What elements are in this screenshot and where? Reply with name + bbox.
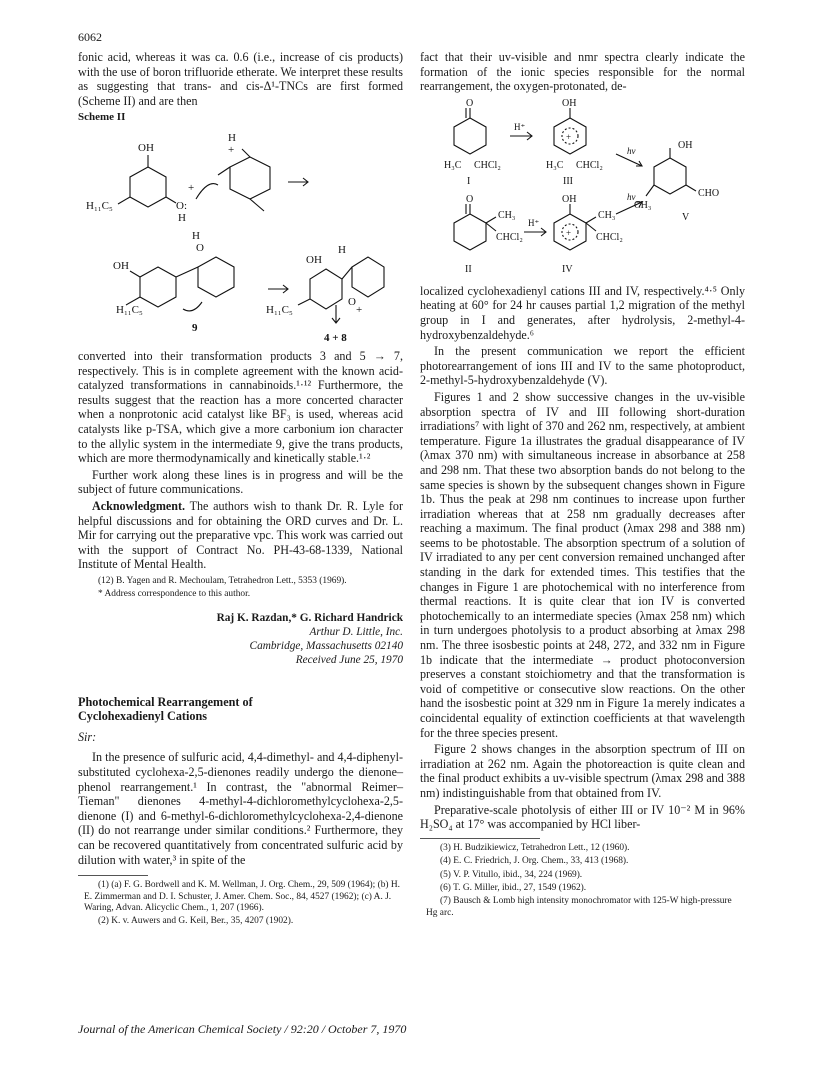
scheme-o-1: O	[466, 97, 474, 109]
product-ring	[310, 269, 342, 309]
acknowledgment	[78, 499, 403, 572]
author-block	[78, 611, 403, 667]
scheme-number-9: 9	[192, 321, 198, 334]
scheme-oh-1: OH	[562, 97, 577, 109]
affiliation-2: Cambridge, Massachusetts 02140	[249, 639, 403, 652]
received-date: Received June 25, 1970	[295, 653, 403, 666]
reference-5: (5) V. P. Vitullo, ibid., 34, 224 (1969).	[440, 869, 583, 880]
reference-3: (3) H. Budzikiewicz, Tetrahedron Lett., 12 (1960).	[440, 842, 630, 853]
scheme-h11c5-c: H₁₁C₅	[266, 303, 293, 316]
reference-6: (6) T. G. Miller, ibid., 27, 1549 (1962).	[440, 882, 587, 893]
scheme-ii-diagram	[78, 127, 403, 349]
scheme-chcl2-3: CHCl₂	[496, 231, 523, 243]
label-iv: IV	[562, 263, 573, 275]
scheme-photo-svg	[420, 96, 745, 284]
scheme-plus-a: +	[566, 131, 572, 142]
scheme-oh-2: OH	[113, 259, 129, 272]
scheme-h11c5: H₁₁C₅	[86, 199, 113, 212]
right-paragraph-4: Figures 1 and 2 show successive changes in the uv-visible absorption spectra of IV and III following short-duration irradiations⁷ with light of 370 and 262 nm, respectively, at ambient temperature. Figure 1a illustrates the gradual disappearance of IV (λmax 370 nm) with simultaneous increase in absorbance at 258 and 298 nm. That these two absorption bands do not belong to the same species is shown by the subsequent changes shown in Figure 1b. Thus the peak at 298 nm continues to increase upon further irradiation whereas that at 258 nm gradually decreases after reaching a maximum. The final product (λmax 298 and 388 nm) seems to be photostable. The absorption spectrum of a solution of IV irradiated to any per cent conversion remained unchanged after standing in the dark for extended times. This testifies that the changes in Figure 1 are photochemical with no interference from thermal reactions. It is quite clear that ion IV is converted photochemically to an intermediate species (λmax 258 nm) which in turn undergoes photolysis to a product absorbing at λmax 298 nm. The three isosbestic points at 248, 272, and 332 nm in Figure 1b indicate that the intermediate → product photoconversion preserves a constant stoichiometry and that the transformation is void of competitive or consecutive slow reactions. On the other hand the isosbestic point at 329 nm in Figure 1a merely indicates a coincidental equality of extinction coefficients at that wavelength for the three species present.	[420, 389, 745, 740]
right-column	[420, 50, 745, 921]
scheme-chcl2-2: CHCl₂	[576, 159, 603, 171]
terpene-ring	[230, 157, 270, 199]
scheme-hv-1: hν	[627, 145, 636, 156]
author-names: Raj K. Razdan,* G. Richard Handrick	[216, 611, 403, 624]
left-paragraph-3: Further work along these lines is in progress and will be the subject of future communications.	[78, 467, 403, 497]
scheme-plus-2: +	[188, 181, 195, 194]
page-number: 6062	[78, 30, 102, 44]
scheme-h-4: H	[338, 243, 346, 256]
label-i: I	[467, 175, 471, 187]
left-paragraph-1: fonic acid, whereas it was ca. 0.6 (i.e., increase of cis products) with the use of boron trifluoride etherate. We interpret these results as suggesting that trans- and cis-Δ¹-TNCs are first formed (Scheme II) and are then	[78, 50, 403, 108]
olivetol-ring	[130, 167, 166, 207]
reference-4: (4) E. C. Friedrich, J. Org. Chem., 33, 413 (1968).	[440, 856, 629, 867]
right-paragraph-5: Figure 2 shows changes in the absorption spectrum of III on irradiation at 262 nm. Again the photoreaction is quite clean and the final product exhibits a uv-visible spectrum (λmax 298 and 388 nm) indistinguishable from that obtained from IV.	[420, 742, 745, 800]
right-paragraph-3: In the present communication we report the efficient photorearrangement of ions III and IV to the same photoproduct, 2-methyl-5-hydroxybenzaldehyde (V).	[420, 344, 745, 388]
scheme-chcl2-4: CHCl₂	[596, 231, 623, 243]
scheme-hv-2: hν	[627, 191, 636, 202]
scheme-plus-3: +	[356, 303, 363, 316]
reference-2: (2) K. v. Auwers and G. Keil, Ber., 35, 4207 (1902).	[98, 916, 294, 927]
intermediate-9-ring	[140, 267, 176, 307]
right-paragraph-6: Preparative-scale photolysis of either III or IV 10⁻² M in 96% H₂SO₄ at 17° was accompanied by HCl liber-	[420, 802, 745, 832]
scheme-h-plus: H	[228, 131, 236, 144]
reference-7: (7) Bausch & Lomb high intensity monochromator with 125-W high-pressure Hg arc.	[426, 896, 732, 918]
scheme-o-2: O	[466, 193, 474, 205]
left-references-1	[78, 576, 403, 601]
reference-1: (1) (a) F. G. Bordwell and K. M. Wellman, J. Org. Chem., 29, 509 (1964); (b) H. E. Zimmerman and D. I. Schuster, J. Amer. Chem. Soc., 84, 4527 (1962); (c) A. J. Waring, Advan. Alicyclic Chem., 1, 207 (1966).	[84, 880, 401, 914]
scheme-h3c-2: H₃C	[546, 159, 564, 171]
reference-star: * Address correspondence to this author.	[98, 589, 251, 600]
label-v: V	[682, 211, 690, 223]
article-title-line-2: Cyclohexadienyl Cations	[78, 709, 207, 724]
label-ii: II	[465, 263, 472, 275]
compound-i-ring	[454, 118, 486, 154]
scheme-h-o: O:	[176, 199, 187, 212]
scheme-ch3-2: CH₃	[498, 209, 516, 221]
scheme-hplus-2: H⁺	[528, 217, 540, 228]
compound-v-ring	[654, 158, 686, 194]
scheme-h3c-1: H₃C	[444, 159, 462, 171]
left-column	[78, 50, 403, 930]
scheme-oh-3: OH	[306, 253, 322, 266]
scheme-oh-1: OH	[138, 141, 154, 154]
right-paragraph-2: localized cyclohexadienyl cations III and IV, respectively.⁴·⁵ Only heating at 60° for 24 hr causes partial 1,2 migration of the methyl group in I and generates, after hydrolysis, 2-methyl-4-hydroxybenzaldehyde.⁶	[420, 283, 745, 342]
scheme-oh-product: OH	[678, 139, 693, 151]
acknowledgment-text: The authors wish to thank Dr. R. Lyle for helpful discussions and for obtaining the ORD curves and Dr. L. Mir for carrying out the preparative vpc. This work was carried out with the support of Contract No. PH-43-68-1339, National Institute of Mental Health.	[78, 498, 403, 572]
left-paragraph-4: In the presence of sulfuric acid, 4,4-dimethyl- and 4,4-diphenyl-substituted cyclohexa-2,5-dienones readily undergo the dienone–phenol rearrangement.¹ In contrast, the "abnormal Reimer–Tieman" dienones 4-methyl-4-dichloromethylcyclohexa-2,5-dienone (I) and 6-methyl-6-dichloromethylcyclohexa-2,4-dienone (II) do not rearrange under similar conditions.² Furthermore, they can be recovered quantitatively from concentrated sulfuric acid by dilution with water,³ in spite of the	[78, 750, 403, 867]
footnote-divider-left	[78, 875, 148, 876]
acknowledgment-label: Acknowledgment.	[92, 498, 186, 513]
scheme-ii-svg	[78, 127, 403, 349]
scheme-h-3: H	[192, 229, 200, 242]
scheme-o-2: O	[196, 241, 204, 254]
scheme-ch3-3: CH₃	[598, 209, 616, 221]
journal-footer: Journal of the American Chemical Society / 92:20 / October 7, 1970	[78, 1022, 407, 1036]
scheme-chcl2-1: CHCl₂	[474, 159, 501, 171]
scheme-h11c5-b: H₁₁C₅	[116, 303, 143, 316]
scheme-cho: CHO	[698, 187, 720, 199]
article-title-line-1: Photochemical Rearrangement of	[78, 694, 253, 709]
scheme-ch3-product: CH₃	[634, 199, 652, 211]
scheme-hplus-1: H⁺	[514, 121, 526, 132]
scheme-products: 4 + 8	[324, 331, 347, 344]
scheme-photo-diagram	[420, 96, 745, 284]
scheme-h-below: H	[178, 211, 186, 224]
article-title	[78, 695, 403, 724]
scheme-o-3: O	[348, 295, 356, 308]
salutation: Sir:	[78, 729, 97, 744]
reference-12: (12) B. Yagen and R. Mechoulam, Tetrahedron Lett., 5353 (1969).	[98, 575, 347, 586]
scheme-plus-1: +	[228, 143, 235, 156]
scheme-oh-2: OH	[562, 193, 577, 205]
scheme-ii-label: Scheme II	[78, 111, 126, 124]
label-iii: III	[563, 175, 573, 187]
affiliation-1: Arthur D. Little, Inc.	[309, 625, 403, 638]
right-paragraph-1: fact that their uv-visible and nmr spectra clearly indicate the formation of the ionic species responsible for the normal rearrangement, the oxygen-protonated, de-	[420, 50, 745, 94]
left-paragraph-2: converted into their transformation products 3 and 5 → 7, respectively. This is in complete agreement with the known acid-catalyzed transformations in cannabinoids.¹·¹² Furthermore, the results suggest that the reaction has a more concerted character when a nonprotonic acid catalyst like BF₃ is used, whereas acid catalysts like p-TSA, which give a more carbonium ion character to the allylic system in the intermediate 9, give the trans products, which are more thermodynamically and kinetically stable.¹·²	[78, 348, 403, 466]
compound-ii-ring	[454, 214, 486, 250]
scheme-plus-b: +	[566, 227, 572, 238]
footnote-divider-right	[420, 838, 540, 839]
